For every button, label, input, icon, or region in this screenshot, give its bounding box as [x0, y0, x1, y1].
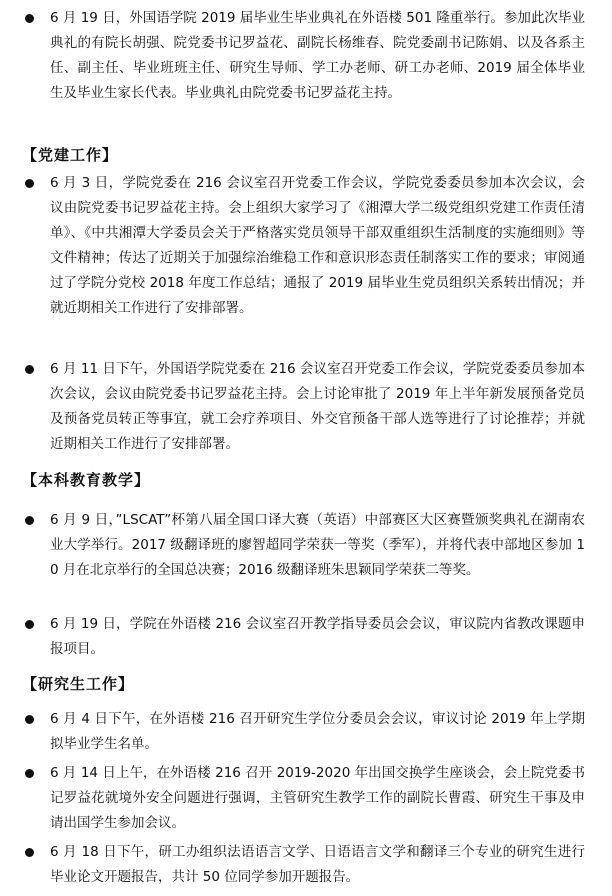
- item-text: 6 月 19 日，学院在外语楼 216 会议室召开教学指导委员会会议，审议院内省教改课题申报项目。: [50, 616, 585, 657]
- bullet-icon: [25, 516, 34, 525]
- list-item: [0, 840, 612, 890]
- bullet-icon: [25, 365, 34, 374]
- list-item: [0, 508, 612, 608]
- bullet-icon: [25, 620, 34, 629]
- item-text: 6 月 18 日下午，研工办组织法语语言文学、日语语言文学和翻译三个专业的研究生进行毕业论文开题报告，共计 50 位同学参加开题报告。: [50, 844, 585, 885]
- bullet-icon: [25, 715, 34, 724]
- list-item: [0, 357, 612, 457]
- item-text: 6 月 3 日，学院党委在 216 会议室召开党委工作会议，学院党委委员参加本次会议，会议由院党委书记罗益花主持。会上组织大家学习了《湘潭大学二级党组织党建工作责任清单》、《中共湘潭大学委员会关于严格落实党员领导干部双重组织生活制度的实施细则》等文件精神；传达了近期关于加强综治维稳工作和意识形态责任制落实工作的要求；审阅通过了学院分党校 2018 年度工作总结；通报了 2019 届毕业生党员组织关系转出情况；并就近期相关工作进行了安排部署。: [50, 175, 585, 316]
- item-text: 6 月 19 日，外国语学院 2019 届毕业生毕业典礼在外语楼 501 隆重举行。参加此次毕业典礼的有院长胡强、院党委书记罗益花、副院长杨维春、院党委副书记陈娟、以及各系主任、副主任、毕业班班主任、研究生导师、学工办老师、研工办老师、2019 届全体毕业生及毕业生家长代表。毕业典礼由院党委书记罗益花主持。: [50, 10, 585, 101]
- list-item: [0, 761, 612, 836]
- item-text: 6 月 11 日下午，外国语学院党委在 216 会议室召开党委工作会议，学院党委委员参加本次会议，会议由院党委书记罗益花主持。会上讨论审批了 2019 年上半年新发展预备党员及预备党员转正等事宜，就工会疗养项目、外交官预备干部人选等进行了讨论推荐；并就近期相关工作进行了安排部署。: [50, 361, 585, 452]
- list-item: [0, 6, 612, 131]
- section-heading-graduate-work: 【研究生工作】: [22, 675, 135, 693]
- bullet-icon: [25, 769, 34, 778]
- section-heading-undergraduate-teaching: 【本科教育教学】: [22, 471, 151, 489]
- section-heading-party-building: 【党建工作】: [22, 146, 119, 164]
- bullet-icon: [25, 179, 34, 188]
- bullet-icon: [25, 848, 34, 857]
- item-text: 6 月 9 日，”LSCAT”杯第八届全国口译大赛（英语）中部赛区大区赛暨颁奖典礼在湖南农业大学举行。2017 级翻译班的廖智超同学荣获一等奖（季军），并将代表中部地区参加 10 月在北京举行的全国总决赛；2016 级翻译班朱思颖同学荣获二等奖。: [50, 512, 585, 578]
- item-text: 6 月 4 日下午，在外语楼 216 召开研究生学位分委员会会议，审议讨论 2019 年上学期拟毕业学生名单。: [50, 711, 585, 752]
- list-item: [0, 171, 612, 346]
- list-item: [0, 707, 612, 757]
- item-text: 6 月 14 日上午，在外语楼 216 召开 2019-2020 年出国交换学生座谈会，会上院党委书记罗益花就境外安全问题进行强调，主管研究生教学工作的副院长曹霞、研究生干事及申请出国学生参加会议。: [50, 765, 585, 831]
- list-item: [0, 612, 612, 662]
- bullet-icon: [25, 14, 34, 23]
